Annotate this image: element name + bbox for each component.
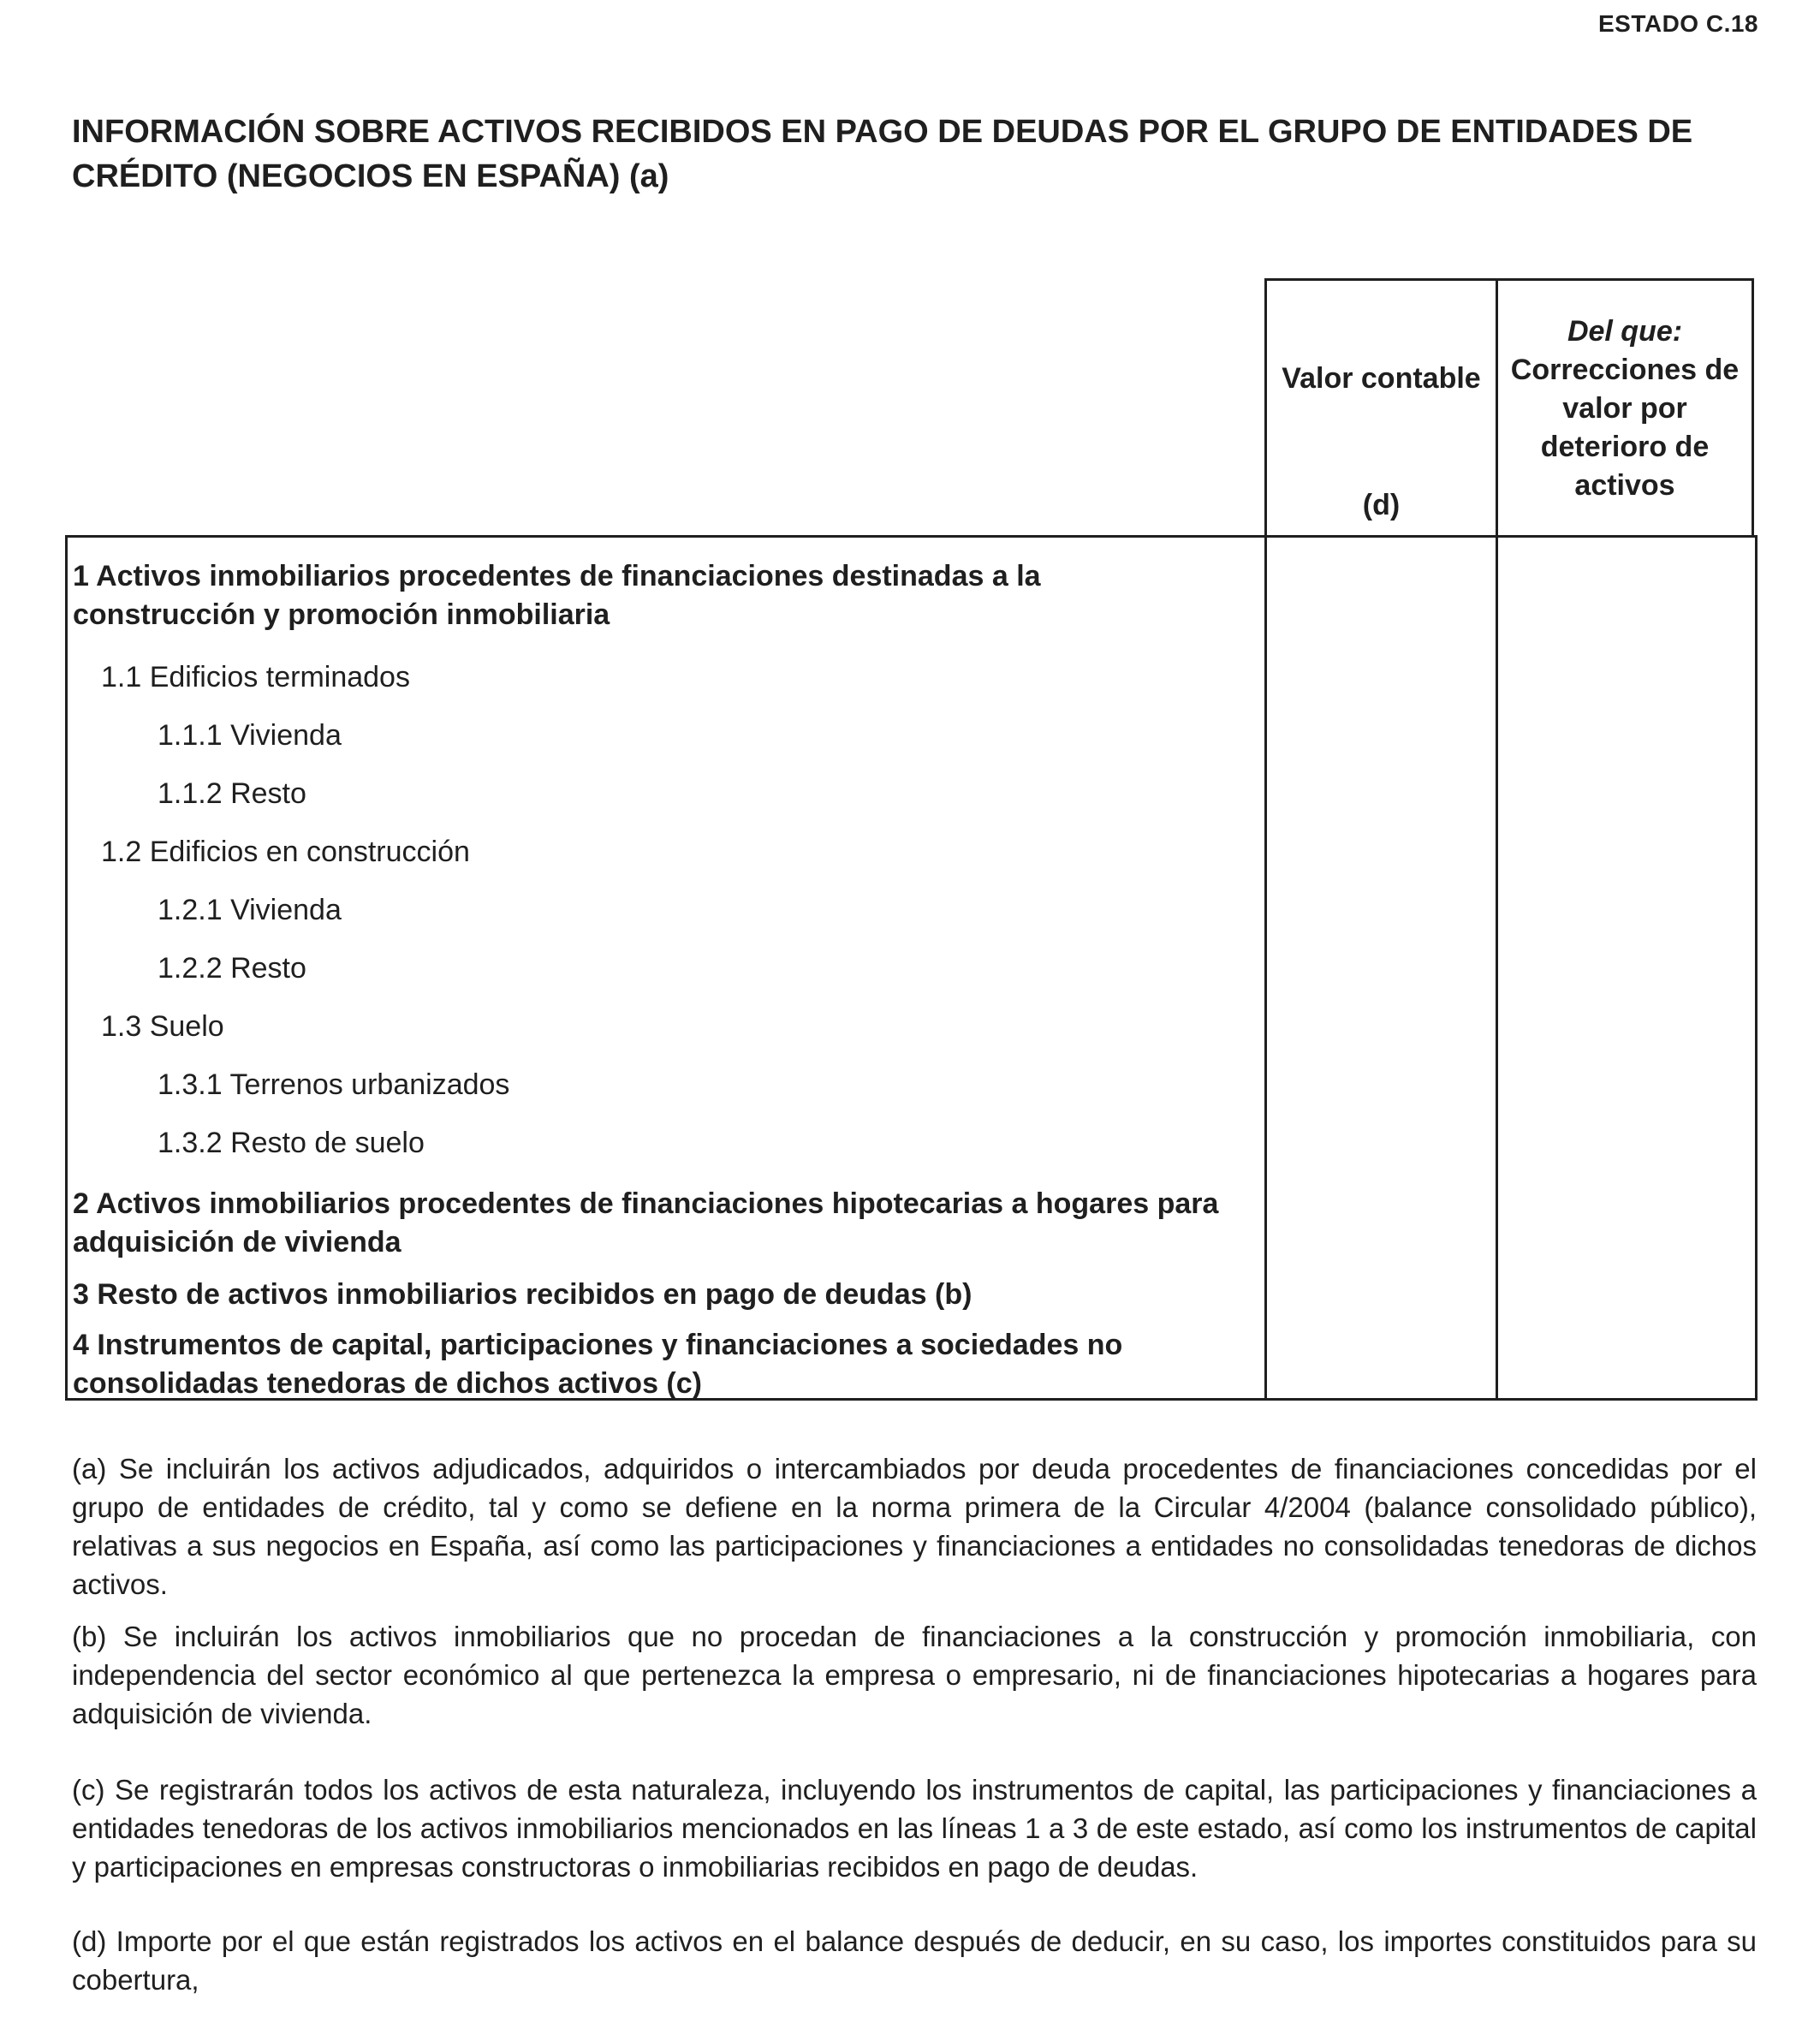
footnote-c: (c) Se registrarán todos los activos de esta naturaleza, incluyendo los instrumentos de capital, las participaciones y financiaciones a entidades tenedoras de los activos inmobiliarios mencionados en las líneas 1 a 3 de este estado, así como los instrumentos de capital y participaciones en empresas constructoras o inmobiliarias recibidos en pago de deudas. bbox=[72, 1774, 1757, 1883]
table-row-3: 3 Resto de activos inmobiliarios recibidos en pago de deudas (b) bbox=[73, 1278, 972, 1311]
table-row-1-1-2: 1.1.2 Resto bbox=[158, 777, 306, 810]
footnote-d: (d) Importe por el que están registrados los activos en el balance después de deducir, en su caso, los importes constituidos para su cobertura, bbox=[72, 1925, 1757, 1996]
row-label-line: consolidadas tenedoras de dichos activos (c) bbox=[73, 1367, 702, 1400]
table-row-1-3-2: 1.3.2 Resto de suelo bbox=[158, 1127, 425, 1159]
valor-contable-note: (d) bbox=[1362, 489, 1401, 521]
del-que-label: Del que: bbox=[1567, 315, 1683, 348]
footnote-a: (a) Se incluirán los activos adjudicados, adquiridos o intercambiados por deuda procedentes de financiaciones concedidas por el grupo de entidades de crédito, tal y como se defiene en la norma primera de la Circular 4/2004 (balance consolidado público), relativas a sus negocios en España, así como las participaciones y financiaciones a entidades no consolidadas tenedoras de dichos activos. bbox=[72, 1453, 1757, 1600]
correcciones-label: Correcciones de valor por deterioro de activos bbox=[1510, 354, 1740, 502]
valor-contable-label: Valor contable bbox=[1282, 362, 1481, 395]
table-row-1-3-1: 1.3.1 Terrenos urbanizados bbox=[158, 1068, 510, 1101]
column-header-valor-contable bbox=[1267, 278, 1496, 535]
footnote-b: (b) Se incluirán los activos inmobiliarios que no procedan de financiaciones a la construcción y promoción inmobiliaria, con independencia del sector económico al que pertenezca la empresa o empresario, ni de financiaciones hipotecarias a hogares para adquisición de vivienda. bbox=[72, 1621, 1757, 1729]
table-row-1-3: 1.3 Suelo bbox=[101, 1010, 224, 1043]
table-row-1-2: 1.2 Edificios en construcción bbox=[101, 836, 470, 868]
column-header-correcciones bbox=[1498, 312, 1752, 505]
body-column-divider-2 bbox=[1496, 535, 1498, 1401]
page-title: INFORMACIÓN SOBRE ACTIVOS RECIBIDOS EN PAGO DE DEUDAS POR EL GRUPO DE ENTIDADES DE CRÉDITO (NEGOCIOS EN ESPAÑA) (a) bbox=[72, 114, 1693, 194]
body-column-divider-1 bbox=[1264, 535, 1267, 1401]
table-row-1-1-1: 1.1.1 Vivienda bbox=[158, 719, 342, 752]
table-row-1-2-2: 1.2.2 Resto bbox=[158, 952, 306, 985]
row-label-line: 1 Activos inmobiliarios procedentes de financiaciones destinadas a la bbox=[73, 560, 1041, 592]
table-row-1 bbox=[73, 557, 1041, 634]
row-label-line: 4 Instrumentos de capital, participaciones y financiaciones a sociedades no bbox=[73, 1329, 1123, 1361]
assets-table bbox=[65, 278, 1758, 1401]
table-row-1-1: 1.1 Edificios terminados bbox=[101, 661, 410, 693]
table-row-1-2-1: 1.2.1 Vivienda bbox=[158, 894, 342, 926]
row-label-line: adquisición de vivienda bbox=[73, 1226, 401, 1258]
row-label-line: 2 Activos inmobiliarios procedentes de financiaciones hipotecarias a hogares para bbox=[73, 1187, 1219, 1220]
row-label-line: construcción y promoción inmobiliaria bbox=[73, 598, 610, 631]
table-row-2 bbox=[73, 1185, 1218, 1262]
table-row-4 bbox=[73, 1326, 1122, 1403]
form-code: ESTADO C.18 bbox=[1597, 10, 1758, 37]
